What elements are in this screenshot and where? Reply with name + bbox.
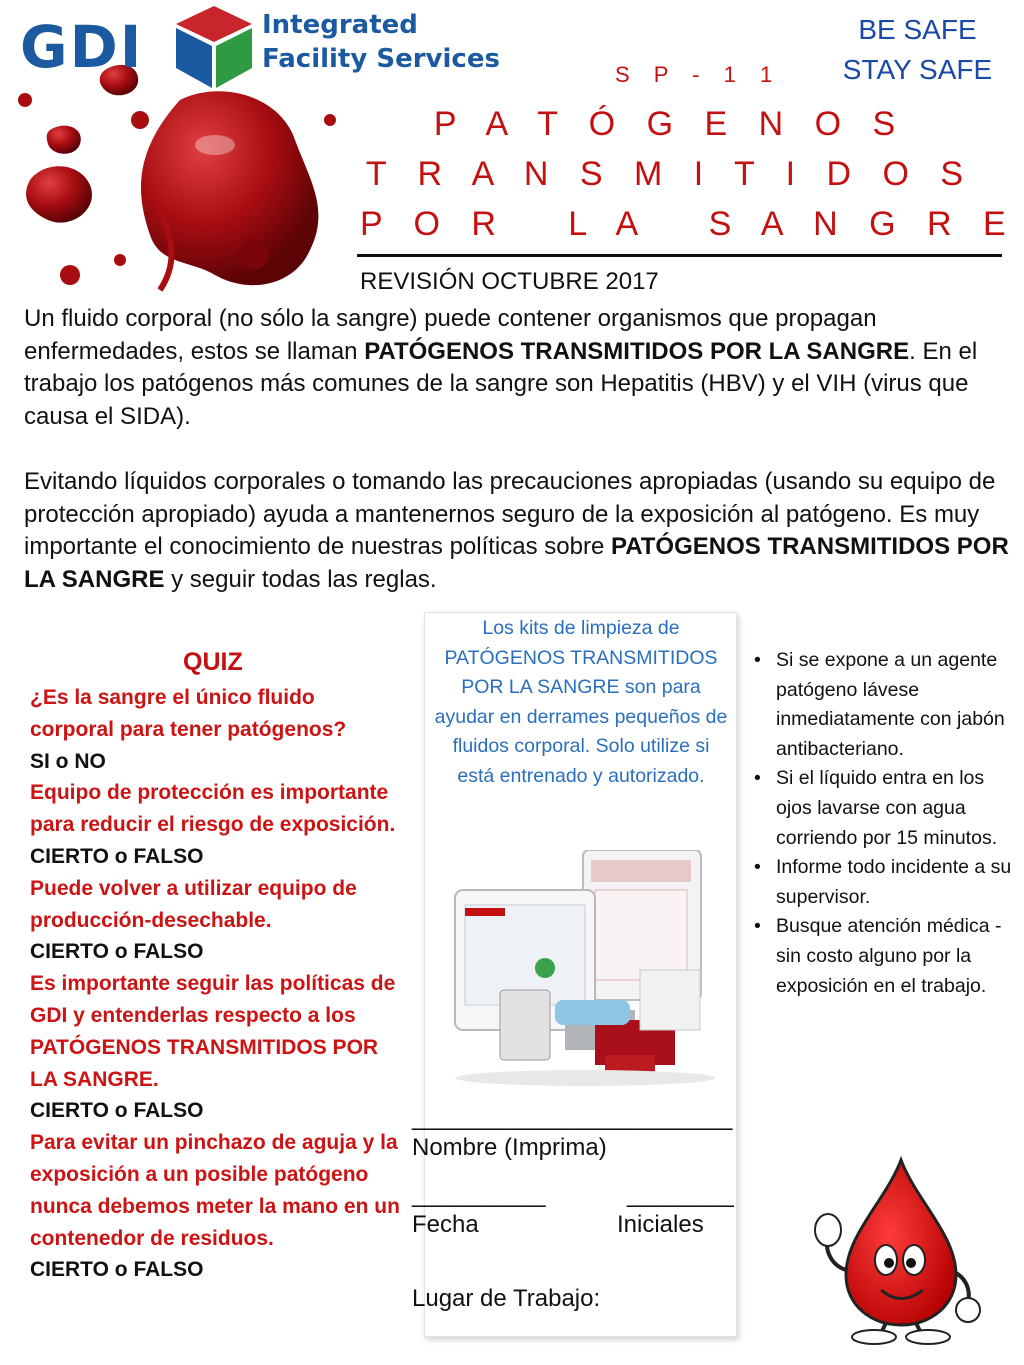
quiz-answer-options: CIERTO o FALSO xyxy=(30,1258,204,1282)
quiz-answer-options: CIERTO o FALSO xyxy=(30,844,204,868)
kit-caption: Los kits de limpieza de PATÓGENOS TRANSMITIDOS POR LA SANGRE son para ayudar en derrames pequeños de fluidos corporal. Solo utilize si está entrenado y autorizado. xyxy=(434,617,728,787)
quiz-question: ¿Es la sangre el único fluido corporal para tener patógenos? xyxy=(30,686,347,741)
intro-p2-text-a: Evitando líquidos corporales o tomando las precauciones apropiadas (usando su equipo de protección apropiado) ayuda a mantenernos seguro de la exposición al patógeno. Es muy importante el conocimiento de nuestras políticas sobre xyxy=(24,468,996,560)
date-label: Fecha xyxy=(412,1211,479,1238)
title-line-2: T R A N S M I T I D O S xyxy=(365,155,975,193)
cube-logo-icon xyxy=(172,2,256,90)
intro-p1-bold: PATÓGENOS TRANSMITIDOS POR LA SANGRE xyxy=(364,337,910,365)
quiz-title: QUIZ xyxy=(183,648,243,676)
instruction-item xyxy=(752,646,1017,764)
intro-p2-text-b: y seguir todas las reglas. xyxy=(164,565,437,593)
initials-label: Iniciales xyxy=(617,1211,704,1238)
quiz-list xyxy=(30,682,400,1286)
tagline-line-2: STAY SAFE xyxy=(842,54,993,85)
intro-p1-text-a: Un fluido corporal (no sólo la sangre) puede contener organismos que propagan enfermedades, estos se llaman xyxy=(24,305,877,365)
quiz-question: Puede volver a utilizar equipo de producción-desechable. xyxy=(30,876,357,932)
title-line-1: P A T Ó G E N O S xyxy=(433,105,907,143)
cleanup-kit-image xyxy=(445,850,727,1090)
workplace-label: Lugar de Trabajo: xyxy=(412,1285,601,1312)
quiz-question: Es importante seguir las políticas de GDI y entenderlas respecto a los PATÓGENOS TRANSMITIDOS POR LA SANGRE. xyxy=(30,972,396,1091)
instruction-text: Si se expone a un agente patógeno lávese inmediatamente con jabón antibacteriano. xyxy=(776,649,1005,760)
tagline-line-1: BE SAFE xyxy=(858,14,977,45)
blood-splatter-image xyxy=(10,60,355,300)
quiz-answer-options: CIERTO o FALSO xyxy=(30,1099,204,1123)
instruction-text: Si el líquido entra en los ojos lavarse con agua corriendo por 15 minutos. xyxy=(776,767,998,849)
title-line-3: P O R L A S A N G R E xyxy=(360,205,1017,243)
logo-line-1: Integrated xyxy=(262,10,418,40)
bullet-icon: • xyxy=(754,915,761,938)
quiz-item xyxy=(30,682,400,777)
document-code: S P - 1 1 xyxy=(615,62,782,87)
exposure-instructions xyxy=(752,646,1017,1001)
quiz-item xyxy=(30,873,400,968)
instruction-item xyxy=(752,853,1017,912)
intro-p1-text-b: . En el trabajo los patógenos más comunes de la sangre son Hepatitis (HBV) y el VIH (virus que causa el SIDA). xyxy=(24,337,978,430)
instruction-item xyxy=(752,912,1017,1001)
intro-p2-bold: PATÓGENOS TRANSMITIDOS POR LA SANGRE xyxy=(24,533,1009,593)
name-label: Nombre (Imprima) xyxy=(412,1134,607,1161)
safety-tagline xyxy=(830,10,1005,90)
bullet-icon: • xyxy=(754,856,761,879)
logo-wordmark: GDI xyxy=(20,13,144,81)
revision-date: REVISIÓN OCTUBRE 2017 xyxy=(360,268,659,295)
bullet-icon: • xyxy=(754,649,761,671)
initials-signature-line[interactable]: ________ xyxy=(627,1181,734,1208)
bullet-icon: • xyxy=(754,767,761,790)
company-logo xyxy=(20,0,510,92)
logo-line-2: Facility Services xyxy=(262,44,500,74)
instruction-text: Informe todo incidente a su supervisor. xyxy=(776,856,1012,908)
name-signature-line[interactable]: ________________________ xyxy=(412,1104,733,1131)
intro-paragraph-1 xyxy=(24,303,1009,433)
quiz-answer-options: CIERTO o FALSO xyxy=(30,940,204,964)
quiz-question: Equipo de protección es importante para reducir el riesgo de exposición. xyxy=(30,781,396,837)
quiz-item xyxy=(30,777,400,872)
blood-drop-mascot-icon xyxy=(806,1155,991,1345)
quiz-item xyxy=(30,968,400,1127)
quiz-question: Para evitar un pinchazo de aguja y la exposición a un posible patógeno nunca debemos meter la mano en un contenedor de residuos. xyxy=(30,1131,400,1250)
intro-paragraph-2 xyxy=(24,466,1009,596)
instruction-text: Busque atención médica - sin costo alguno por la exposición en el trabajo. xyxy=(776,915,1002,997)
title-divider xyxy=(357,254,1002,257)
quiz-answer-options: SI o NO xyxy=(30,749,106,773)
date-signature-line[interactable]: __________ xyxy=(412,1181,546,1208)
instruction-item xyxy=(752,764,1017,853)
quiz-item xyxy=(30,1127,400,1286)
